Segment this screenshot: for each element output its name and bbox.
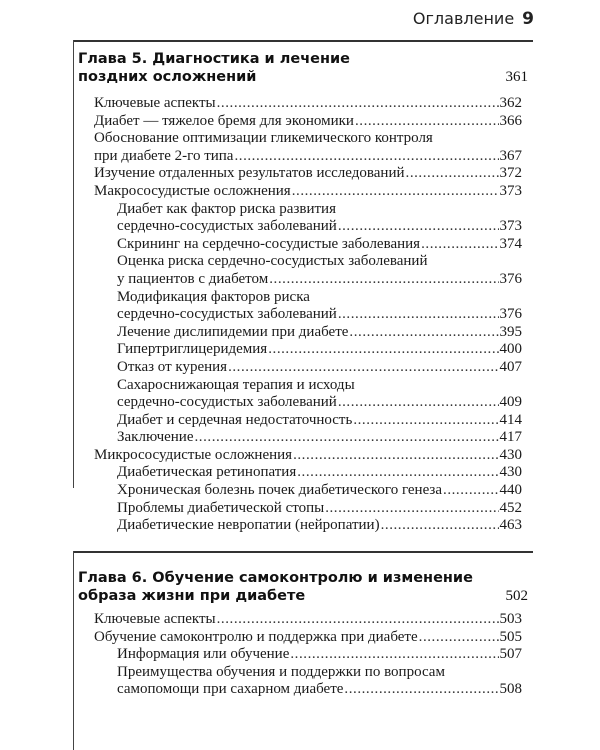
- page-number: 9: [522, 9, 534, 29]
- dot-leader: [269, 271, 498, 289]
- toc-entry-page: 409: [499, 394, 522, 411]
- toc-entry: [94, 113, 522, 131]
- toc-entry-title: Отказ от курения: [117, 358, 228, 375]
- toc-entry-title: Гипертриглицеридемия: [117, 341, 268, 358]
- dot-leader: [353, 412, 498, 430]
- toc-entry: [117, 324, 522, 342]
- toc-entry-title: Лечение дислипидемии при диабете: [117, 323, 349, 340]
- toc-entry-title-line: Преимущества обучения и поддержки по вопросам: [117, 663, 445, 680]
- toc-entry: [117, 253, 522, 288]
- toc-entry: [117, 359, 522, 377]
- toc-entry-title-line: Модификация факторов риска: [117, 288, 310, 305]
- toc-entry-title: Микрососудистые осложнения: [94, 446, 293, 463]
- chapter-5-title-line-2: поздних осложнений: [78, 69, 257, 85]
- dot-leader: [293, 447, 498, 465]
- toc-entry-title: у пациентов с диабетом: [117, 270, 269, 287]
- toc-entry-title: Хроническая болезнь почек диабетического генеза: [117, 482, 443, 499]
- toc-entry-page: 463: [499, 517, 522, 534]
- toc-entry-page: 452: [499, 499, 522, 516]
- toc-entry-title: самопомощи при сахарном диабете: [117, 681, 344, 698]
- header-title: Оглавление: [412, 9, 515, 28]
- dot-leader: [297, 464, 498, 482]
- toc-entry: [94, 447, 522, 465]
- toc-entry: [94, 165, 522, 183]
- dot-leader: [443, 482, 498, 500]
- dot-leader: [217, 95, 499, 113]
- toc-entry-page: 395: [499, 323, 522, 340]
- dot-leader: [338, 394, 499, 412]
- toc-entry-page: 505: [499, 628, 522, 645]
- toc-entry-title: сердечно-сосудистых заболеваний: [117, 306, 337, 323]
- chapter-6-entries: [0, 611, 600, 699]
- toc-entry: [117, 517, 522, 535]
- toc-entry-title-line: Сахароснижающая терапия и исходы: [117, 376, 355, 393]
- toc-entry: [117, 412, 522, 430]
- dot-leader: [419, 629, 499, 647]
- toc-entry: [117, 646, 522, 664]
- toc-entry-title: сердечно-сосудистых заболеваний: [117, 218, 337, 235]
- toc-entry-page: 376: [499, 270, 522, 287]
- dot-leader: [338, 218, 499, 236]
- toc-entry-title-line: Диабет как фактор риска развития: [117, 200, 336, 217]
- toc-entry: [117, 482, 522, 500]
- toc-entry-page: 400: [499, 341, 522, 358]
- toc-entry: [117, 664, 522, 699]
- toc-entry: [117, 236, 522, 254]
- toc-entry-title: Обучение самоконтролю и поддержка при диабете: [94, 628, 418, 645]
- toc-entry: [94, 95, 522, 113]
- toc-entry-title: Изучение отдаленных результатов исследований: [94, 165, 405, 182]
- toc-entry-title: Макрососудистые осложнения: [94, 182, 291, 199]
- toc-entry-title-line: Оценка риска сердечно-сосудистых заболеваний: [117, 253, 428, 270]
- dot-leader: [268, 341, 498, 359]
- chapter-5-title-line-1: Глава 5. Диагностика и лечение: [78, 51, 351, 67]
- toc-entry-page: 503: [499, 611, 522, 627]
- toc-entry-page: 367: [499, 147, 522, 164]
- toc-entry-page: 366: [499, 112, 522, 129]
- dot-leader: [344, 681, 498, 699]
- chapter-5-heading: [78, 50, 528, 86]
- toc-entry-page: 414: [499, 411, 522, 428]
- chapter-5-page: 361: [505, 69, 528, 85]
- toc-entry-title: Диабет — тяжелое бремя для экономики: [94, 112, 354, 129]
- toc-entry-page: 508: [499, 681, 522, 698]
- chapter-6-title-line-2: образа жизни при диабете: [78, 588, 306, 604]
- dot-leader: [338, 306, 499, 324]
- chapter-6-title-line-1: Глава 6. Обучение самоконтролю и изменение: [78, 570, 473, 586]
- toc-entry-page: 407: [499, 358, 522, 375]
- toc-entry: [94, 183, 522, 201]
- toc-entry: [117, 377, 522, 412]
- toc-entry-page: 362: [499, 95, 522, 111]
- toc-entry: [117, 289, 522, 324]
- toc-entry-page: 440: [499, 482, 522, 499]
- toc-entry-title: Диабетические невропатии (нейропатии): [117, 517, 380, 534]
- toc-entry-title: при диабете 2-го типа: [94, 147, 234, 164]
- toc-entry: [94, 130, 522, 165]
- toc-entry: [94, 629, 522, 647]
- chapter-5-entries: [0, 95, 600, 535]
- toc-entry-page: 417: [499, 429, 522, 446]
- toc-entry-page: 373: [499, 182, 522, 199]
- toc-entry-page: 372: [499, 165, 522, 182]
- chapter-6-page: 502: [505, 588, 528, 604]
- toc-entry-title: Ключевые аспекты: [94, 95, 216, 111]
- dot-leader: [228, 359, 498, 377]
- toc-entry-page: 373: [499, 218, 522, 235]
- toc-entry-page: 374: [499, 235, 522, 252]
- toc-entry: [94, 611, 522, 629]
- toc-entry: [117, 429, 522, 447]
- chapter-6-top-rule: [73, 551, 533, 553]
- toc-entry: [117, 464, 522, 482]
- dot-leader: [349, 324, 498, 342]
- toc-entry-page: 507: [499, 646, 522, 663]
- toc-entry: [117, 201, 522, 236]
- dot-leader: [217, 611, 499, 629]
- toc-entry-page: 376: [499, 306, 522, 323]
- dot-leader: [355, 113, 499, 131]
- dot-leader: [381, 517, 499, 535]
- dot-leader: [292, 183, 499, 201]
- dot-leader: [406, 165, 499, 183]
- chapter-5-top-rule: [73, 40, 533, 42]
- toc-entry-title: Проблемы диабетической стопы: [117, 499, 325, 516]
- toc-entry: [117, 500, 522, 518]
- toc-entry-title: Ключевые аспекты: [94, 611, 216, 627]
- toc-entry-title: Диабетическая ретинопатия: [117, 464, 297, 481]
- toc-entry-title: Диабет и сердечная недостаточность: [117, 411, 353, 428]
- toc-entry-page: 430: [499, 464, 522, 481]
- dot-leader: [195, 429, 499, 447]
- toc-entry-page: 430: [499, 446, 522, 463]
- toc-entry-title: Скрининг на сердечно-сосудистые заболевания: [117, 235, 421, 252]
- dot-leader: [234, 148, 498, 166]
- dot-leader: [421, 236, 498, 254]
- chapter-6-heading: [78, 569, 528, 605]
- toc-entry: [117, 341, 522, 359]
- toc-entry-title: сердечно-сосудистых заболеваний: [117, 394, 337, 411]
- toc-entry-title: Информация или обучение: [117, 646, 290, 663]
- toc-entry-title: Заключение: [117, 429, 194, 446]
- dot-leader: [325, 500, 498, 518]
- running-header: [413, 9, 534, 29]
- dot-leader: [290, 646, 498, 664]
- toc-entry-title-line: Обоснование оптимизации гликемического контроля: [94, 130, 433, 147]
